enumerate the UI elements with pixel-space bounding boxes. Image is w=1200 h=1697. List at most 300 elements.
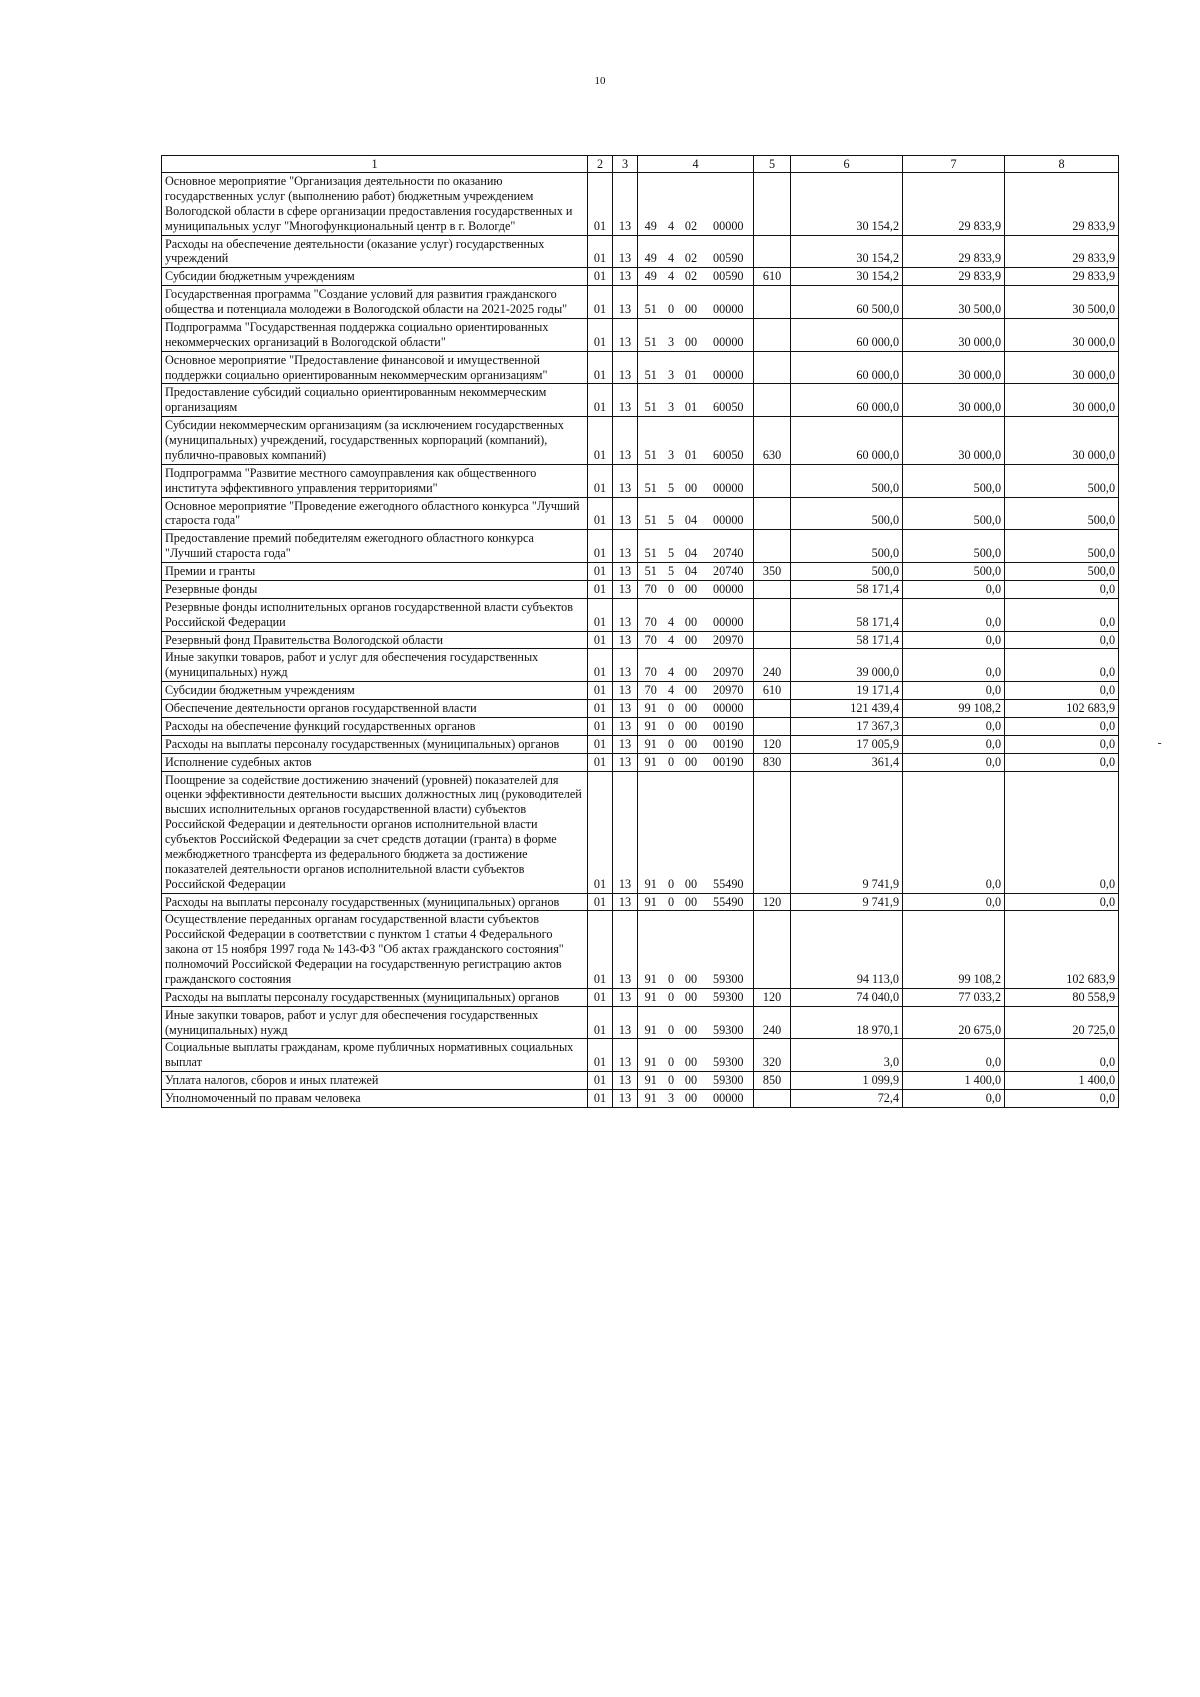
amount-col-8: 30 500,0 bbox=[1005, 286, 1119, 319]
amount-col-8: 30 000,0 bbox=[1005, 417, 1119, 465]
section-code: 01 bbox=[588, 753, 613, 771]
amount-col-7: 0,0 bbox=[903, 580, 1005, 598]
amount-col-8: 29 833,9 bbox=[1005, 235, 1119, 268]
row-name: Поощрение за содействие достижению значений (уровней) показателей для оценки эффективности деятельности высших должностных лиц (руководителей высших исполнительных органов государственной власти) субъектов Российской Федерации и деятельности органов исполнительной власти субъектов Российской Федерации за счет средств дотации (гранта) в форме межбюджетного трансферта из федерального бюджета за достижение показателей деятельности органов исполнительной власти субъектов Российской Федерации bbox=[162, 771, 588, 893]
direction-code: 20970 bbox=[704, 682, 754, 700]
subprogram-code: 3 bbox=[664, 417, 679, 465]
program-code: 91 bbox=[638, 753, 664, 771]
section-code: 01 bbox=[588, 700, 613, 718]
event-code: 04 bbox=[679, 563, 704, 581]
event-code: 01 bbox=[679, 384, 704, 417]
expense-type-code bbox=[754, 173, 791, 236]
amount-col-7: 0,0 bbox=[903, 717, 1005, 735]
program-code: 70 bbox=[638, 649, 664, 682]
subprogram-code: 0 bbox=[664, 988, 679, 1006]
row-name: Обеспечение деятельности органов государственной власти bbox=[162, 700, 588, 718]
section-code: 01 bbox=[588, 735, 613, 753]
direction-code: 00000 bbox=[704, 598, 754, 631]
subprogram-code: 0 bbox=[664, 893, 679, 911]
row-name: Иные закупки товаров, работ и услуг для обеспечения государственных (муниципальных) нужд bbox=[162, 1006, 588, 1039]
expense-type-code bbox=[754, 771, 791, 893]
event-code: 04 bbox=[679, 497, 704, 530]
program-code: 70 bbox=[638, 682, 664, 700]
amount-col-6: 30 154,2 bbox=[791, 268, 903, 286]
expense-type-code bbox=[754, 384, 791, 417]
row-name: Иные закупки товаров, работ и услуг для обеспечения государственных (муниципальных) нужд bbox=[162, 649, 588, 682]
direction-code: 55490 bbox=[704, 893, 754, 911]
amount-col-6: 18 970,1 bbox=[791, 1006, 903, 1039]
header-cell: 2 bbox=[588, 156, 613, 173]
row-name: Расходы на выплаты персоналу государственных (муниципальных) органов bbox=[162, 893, 588, 911]
direction-code: 20970 bbox=[704, 649, 754, 682]
direction-code: 00590 bbox=[704, 235, 754, 268]
table-row bbox=[162, 173, 1119, 236]
subprogram-code: 4 bbox=[664, 598, 679, 631]
direction-code: 00000 bbox=[704, 464, 754, 497]
section-code: 01 bbox=[588, 268, 613, 286]
program-code: 51 bbox=[638, 417, 664, 465]
amount-col-7: 1 400,0 bbox=[903, 1072, 1005, 1090]
direction-code: 59300 bbox=[704, 988, 754, 1006]
amount-col-7: 0,0 bbox=[903, 631, 1005, 649]
table-row bbox=[162, 351, 1119, 384]
subsection-code: 13 bbox=[613, 631, 638, 649]
subprogram-code: 0 bbox=[664, 771, 679, 893]
amount-col-7: 99 108,2 bbox=[903, 700, 1005, 718]
subprogram-code: 3 bbox=[664, 1090, 679, 1108]
amount-col-6: 72,4 bbox=[791, 1090, 903, 1108]
subsection-code: 13 bbox=[613, 717, 638, 735]
amount-col-6: 9 741,9 bbox=[791, 771, 903, 893]
table-row bbox=[162, 464, 1119, 497]
amount-col-8: 29 833,9 bbox=[1005, 173, 1119, 236]
expense-type-code bbox=[754, 717, 791, 735]
row-name: Осуществление переданных органам государственной власти субъектов Российской Федерации в соответствии с пунктом 1 статьи 4 Федерального закона от 15 ноября 1997 года № 143-ФЗ "Об актах гражданского состояния" полномочий Российской Федерации на государственную регистрацию актов гражданского состояния bbox=[162, 911, 588, 988]
expense-type-code: 320 bbox=[754, 1039, 791, 1072]
section-code: 01 bbox=[588, 1006, 613, 1039]
table-row bbox=[162, 268, 1119, 286]
subprogram-code: 5 bbox=[664, 497, 679, 530]
subsection-code: 13 bbox=[613, 235, 638, 268]
program-code: 91 bbox=[638, 717, 664, 735]
amount-col-8: 30 000,0 bbox=[1005, 351, 1119, 384]
amount-col-7: 0,0 bbox=[903, 753, 1005, 771]
amount-col-8: 500,0 bbox=[1005, 530, 1119, 563]
event-code: 00 bbox=[679, 771, 704, 893]
amount-col-7: 30 500,0 bbox=[903, 286, 1005, 319]
direction-code: 59300 bbox=[704, 911, 754, 988]
row-name: Резервные фонды bbox=[162, 580, 588, 598]
header-cell: 3 bbox=[613, 156, 638, 173]
program-code: 51 bbox=[638, 497, 664, 530]
amount-col-7: 77 033,2 bbox=[903, 988, 1005, 1006]
subsection-code: 13 bbox=[613, 1006, 638, 1039]
row-name: Подпрограмма "Государственная поддержка социально ориентированных некоммерческих организаций в Вологодской области" bbox=[162, 318, 588, 351]
expense-type-code: 350 bbox=[754, 563, 791, 581]
section-code: 01 bbox=[588, 598, 613, 631]
program-code: 51 bbox=[638, 318, 664, 351]
table-row bbox=[162, 771, 1119, 893]
section-code: 01 bbox=[588, 649, 613, 682]
event-code: 00 bbox=[679, 649, 704, 682]
row-name: Основное мероприятие "Предоставление финансовой и имущественной поддержки социально ориентированным некоммерческим организациям" bbox=[162, 351, 588, 384]
program-code: 51 bbox=[638, 563, 664, 581]
direction-code: 20740 bbox=[704, 563, 754, 581]
subsection-code: 13 bbox=[613, 893, 638, 911]
expense-type-code bbox=[754, 1090, 791, 1108]
event-code: 00 bbox=[679, 464, 704, 497]
event-code: 02 bbox=[679, 173, 704, 236]
amount-col-6: 3,0 bbox=[791, 1039, 903, 1072]
expense-type-code bbox=[754, 598, 791, 631]
amount-col-6: 74 040,0 bbox=[791, 988, 903, 1006]
row-name: Социальные выплаты гражданам, кроме публичных нормативных социальных выплат bbox=[162, 1039, 588, 1072]
expense-type-code: 610 bbox=[754, 682, 791, 700]
table-row bbox=[162, 1090, 1119, 1108]
direction-code: 55490 bbox=[704, 771, 754, 893]
amount-col-7: 30 000,0 bbox=[903, 384, 1005, 417]
event-code: 02 bbox=[679, 268, 704, 286]
table-row bbox=[162, 717, 1119, 735]
expense-type-code bbox=[754, 911, 791, 988]
subsection-code: 13 bbox=[613, 1072, 638, 1090]
section-code: 01 bbox=[588, 580, 613, 598]
subprogram-code: 4 bbox=[664, 173, 679, 236]
amount-col-6: 17 367,3 bbox=[791, 717, 903, 735]
header-cell: 1 bbox=[162, 156, 588, 173]
table-row bbox=[162, 631, 1119, 649]
amount-col-6: 60 000,0 bbox=[791, 384, 903, 417]
header-row bbox=[162, 156, 1119, 173]
direction-code: 20970 bbox=[704, 631, 754, 649]
direction-code: 59300 bbox=[704, 1006, 754, 1039]
header-cell: 4 bbox=[638, 156, 754, 173]
program-code: 91 bbox=[638, 1006, 664, 1039]
expense-type-code bbox=[754, 235, 791, 268]
direction-code: 00000 bbox=[704, 580, 754, 598]
section-code: 01 bbox=[588, 530, 613, 563]
event-code: 00 bbox=[679, 988, 704, 1006]
subsection-code: 13 bbox=[613, 598, 638, 631]
header-cell: 8 bbox=[1005, 156, 1119, 173]
program-code: 49 bbox=[638, 268, 664, 286]
row-name: Государственная программа "Создание условий для развития гражданского общества и потенциала молодежи в Вологодской области на 2021-2025 годы" bbox=[162, 286, 588, 319]
subsection-code: 13 bbox=[613, 464, 638, 497]
event-code: 00 bbox=[679, 753, 704, 771]
table-row bbox=[162, 563, 1119, 581]
subsection-code: 13 bbox=[613, 1039, 638, 1072]
event-code: 00 bbox=[679, 1090, 704, 1108]
event-code: 01 bbox=[679, 351, 704, 384]
subsection-code: 13 bbox=[613, 563, 638, 581]
row-name: Премии и гранты bbox=[162, 563, 588, 581]
row-name: Исполнение судебных актов bbox=[162, 753, 588, 771]
direction-code: 59300 bbox=[704, 1039, 754, 1072]
table-row bbox=[162, 893, 1119, 911]
table-row bbox=[162, 1072, 1119, 1090]
subsection-code: 13 bbox=[613, 753, 638, 771]
program-code: 51 bbox=[638, 384, 664, 417]
amount-col-6: 94 113,0 bbox=[791, 911, 903, 988]
event-code: 00 bbox=[679, 700, 704, 718]
amount-col-8: 500,0 bbox=[1005, 563, 1119, 581]
amount-col-8: 500,0 bbox=[1005, 464, 1119, 497]
expense-type-code bbox=[754, 286, 791, 319]
amount-col-7: 500,0 bbox=[903, 530, 1005, 563]
subsection-code: 13 bbox=[613, 580, 638, 598]
section-code: 01 bbox=[588, 173, 613, 236]
amount-col-8: 0,0 bbox=[1005, 598, 1119, 631]
subprogram-code: 0 bbox=[664, 753, 679, 771]
subprogram-code: 4 bbox=[664, 631, 679, 649]
direction-code: 00000 bbox=[704, 351, 754, 384]
amount-col-8: 30 000,0 bbox=[1005, 384, 1119, 417]
amount-col-8: 0,0 bbox=[1005, 1090, 1119, 1108]
expense-type-code bbox=[754, 318, 791, 351]
table-row bbox=[162, 580, 1119, 598]
amount-col-6: 500,0 bbox=[791, 464, 903, 497]
event-code: 00 bbox=[679, 580, 704, 598]
section-code: 01 bbox=[588, 563, 613, 581]
section-code: 01 bbox=[588, 235, 613, 268]
amount-col-8: 500,0 bbox=[1005, 497, 1119, 530]
amount-col-7: 0,0 bbox=[903, 1090, 1005, 1108]
amount-col-7: 20 675,0 bbox=[903, 1006, 1005, 1039]
direction-code: 59300 bbox=[704, 1072, 754, 1090]
amount-col-6: 58 171,4 bbox=[791, 598, 903, 631]
subprogram-code: 5 bbox=[664, 563, 679, 581]
amount-col-6: 30 154,2 bbox=[791, 173, 903, 236]
row-name: Расходы на выплаты персоналу государственных (муниципальных) органов bbox=[162, 988, 588, 1006]
subprogram-code: 4 bbox=[664, 235, 679, 268]
amount-col-6: 500,0 bbox=[791, 563, 903, 581]
amount-col-7: 29 833,9 bbox=[903, 173, 1005, 236]
amount-col-7: 0,0 bbox=[903, 771, 1005, 893]
amount-col-6: 1 099,9 bbox=[791, 1072, 903, 1090]
expense-type-code: 610 bbox=[754, 268, 791, 286]
table-row bbox=[162, 649, 1119, 682]
subsection-code: 13 bbox=[613, 649, 638, 682]
amount-col-7: 0,0 bbox=[903, 735, 1005, 753]
event-code: 00 bbox=[679, 893, 704, 911]
table-row bbox=[162, 1039, 1119, 1072]
row-name: Предоставление субсидий социально ориентированным некоммерческим организациям bbox=[162, 384, 588, 417]
subsection-code: 13 bbox=[613, 771, 638, 893]
table-row bbox=[162, 988, 1119, 1006]
table-row bbox=[162, 1006, 1119, 1039]
amount-col-8: 0,0 bbox=[1005, 717, 1119, 735]
event-code: 00 bbox=[679, 318, 704, 351]
amount-col-7: 30 000,0 bbox=[903, 417, 1005, 465]
amount-col-7: 500,0 bbox=[903, 497, 1005, 530]
header-cell: 5 bbox=[754, 156, 791, 173]
program-code: 51 bbox=[638, 530, 664, 563]
expense-type-code: 630 bbox=[754, 417, 791, 465]
expense-type-code: 850 bbox=[754, 1072, 791, 1090]
section-code: 01 bbox=[588, 1039, 613, 1072]
expense-type-code: 830 bbox=[754, 753, 791, 771]
expense-type-code: 120 bbox=[754, 988, 791, 1006]
subsection-code: 13 bbox=[613, 497, 638, 530]
section-code: 01 bbox=[588, 893, 613, 911]
row-name: Уполномоченный по правам человека bbox=[162, 1090, 588, 1108]
subprogram-code: 0 bbox=[664, 735, 679, 753]
program-code: 91 bbox=[638, 1072, 664, 1090]
amount-col-8: 0,0 bbox=[1005, 1039, 1119, 1072]
table-row bbox=[162, 384, 1119, 417]
expense-type-code: 240 bbox=[754, 649, 791, 682]
event-code: 00 bbox=[679, 1072, 704, 1090]
subprogram-code: 3 bbox=[664, 351, 679, 384]
amount-col-7: 500,0 bbox=[903, 563, 1005, 581]
amount-col-7: 99 108,2 bbox=[903, 911, 1005, 988]
subprogram-code: 5 bbox=[664, 530, 679, 563]
direction-code: 60050 bbox=[704, 417, 754, 465]
section-code: 01 bbox=[588, 384, 613, 417]
table-row bbox=[162, 911, 1119, 988]
subprogram-code: 4 bbox=[664, 649, 679, 682]
amount-col-7: 0,0 bbox=[903, 649, 1005, 682]
direction-code: 00590 bbox=[704, 268, 754, 286]
subsection-code: 13 bbox=[613, 384, 638, 417]
direction-code: 00190 bbox=[704, 717, 754, 735]
program-code: 49 bbox=[638, 235, 664, 268]
amount-col-6: 121 439,4 bbox=[791, 700, 903, 718]
program-code: 91 bbox=[638, 1090, 664, 1108]
row-name: Субсидии некоммерческим организациям (за исключением государственных (муниципальных) учреждений, государственных корпораций (компаний), публично-правовых компаний) bbox=[162, 417, 588, 465]
expense-type-code bbox=[754, 497, 791, 530]
event-code: 00 bbox=[679, 598, 704, 631]
expense-type-code: 240 bbox=[754, 1006, 791, 1039]
program-code: 91 bbox=[638, 893, 664, 911]
amount-col-7: 0,0 bbox=[903, 1039, 1005, 1072]
amount-col-7: 30 000,0 bbox=[903, 318, 1005, 351]
event-code: 00 bbox=[679, 735, 704, 753]
direction-code: 00000 bbox=[704, 173, 754, 236]
subsection-code: 13 bbox=[613, 286, 638, 319]
subsection-code: 13 bbox=[613, 417, 638, 465]
row-name: Уплата налогов, сборов и иных платежей bbox=[162, 1072, 588, 1090]
event-code: 00 bbox=[679, 911, 704, 988]
amount-col-8: 0,0 bbox=[1005, 771, 1119, 893]
amount-col-8: 0,0 bbox=[1005, 753, 1119, 771]
event-code: 00 bbox=[679, 286, 704, 319]
amount-col-6: 30 154,2 bbox=[791, 235, 903, 268]
amount-col-6: 60 500,0 bbox=[791, 286, 903, 319]
amount-col-8: 0,0 bbox=[1005, 631, 1119, 649]
amount-col-7: 500,0 bbox=[903, 464, 1005, 497]
header-cell: 7 bbox=[903, 156, 1005, 173]
event-code: 04 bbox=[679, 530, 704, 563]
subprogram-code: 5 bbox=[664, 464, 679, 497]
program-code: 70 bbox=[638, 598, 664, 631]
table-row bbox=[162, 318, 1119, 351]
table-row bbox=[162, 235, 1119, 268]
subprogram-code: 0 bbox=[664, 580, 679, 598]
table-row bbox=[162, 530, 1119, 563]
amount-col-8: 0,0 bbox=[1005, 580, 1119, 598]
row-name: Субсидии бюджетным учреждениям bbox=[162, 268, 588, 286]
expense-type-code bbox=[754, 700, 791, 718]
section-code: 01 bbox=[588, 1072, 613, 1090]
amount-col-6: 60 000,0 bbox=[791, 417, 903, 465]
direction-code: 60050 bbox=[704, 384, 754, 417]
table-row bbox=[162, 497, 1119, 530]
row-name: Основное мероприятие "Проведение ежегодного областного конкурса "Лучший староста года" bbox=[162, 497, 588, 530]
direction-code: 00000 bbox=[704, 497, 754, 530]
amount-col-6: 19 171,4 bbox=[791, 682, 903, 700]
section-code: 01 bbox=[588, 717, 613, 735]
subsection-code: 13 bbox=[613, 700, 638, 718]
expense-type-code bbox=[754, 351, 791, 384]
table-row bbox=[162, 753, 1119, 771]
table-row bbox=[162, 417, 1119, 465]
program-code: 91 bbox=[638, 735, 664, 753]
page-number: 10 bbox=[594, 75, 606, 87]
amount-col-6: 39 000,0 bbox=[791, 649, 903, 682]
margin-dash: - bbox=[1156, 736, 1164, 750]
subsection-code: 13 bbox=[613, 351, 638, 384]
amount-col-6: 9 741,9 bbox=[791, 893, 903, 911]
subprogram-code: 0 bbox=[664, 286, 679, 319]
event-code: 00 bbox=[679, 631, 704, 649]
amount-col-6: 500,0 bbox=[791, 497, 903, 530]
section-code: 01 bbox=[588, 988, 613, 1006]
subsection-code: 13 bbox=[613, 911, 638, 988]
direction-code: 00000 bbox=[704, 1090, 754, 1108]
amount-col-8: 29 833,9 bbox=[1005, 268, 1119, 286]
section-code: 01 bbox=[588, 771, 613, 893]
row-name: Резервный фонд Правительства Вологодской области bbox=[162, 631, 588, 649]
subprogram-code: 0 bbox=[664, 1072, 679, 1090]
subprogram-code: 0 bbox=[664, 700, 679, 718]
event-code: 00 bbox=[679, 682, 704, 700]
table-row bbox=[162, 682, 1119, 700]
amount-col-8: 0,0 bbox=[1005, 649, 1119, 682]
amount-col-6: 58 171,4 bbox=[791, 631, 903, 649]
section-code: 01 bbox=[588, 318, 613, 351]
amount-col-7: 0,0 bbox=[903, 893, 1005, 911]
amount-col-6: 58 171,4 bbox=[791, 580, 903, 598]
expense-type-code bbox=[754, 464, 791, 497]
table-row bbox=[162, 286, 1119, 319]
amount-col-7: 30 000,0 bbox=[903, 351, 1005, 384]
amount-col-7: 29 833,9 bbox=[903, 268, 1005, 286]
table-row bbox=[162, 700, 1119, 718]
section-code: 01 bbox=[588, 631, 613, 649]
expense-type-code bbox=[754, 530, 791, 563]
budget-table bbox=[161, 155, 1119, 1108]
subprogram-code: 0 bbox=[664, 911, 679, 988]
amount-col-7: 0,0 bbox=[903, 598, 1005, 631]
header-cell: 6 bbox=[791, 156, 903, 173]
row-name: Основное мероприятие "Организация деятельности по оказанию государственных услуг (выполнению работ) бюджетным учреждением Вологодской области в сфере организации предоставления государственных и муниципальных услуг "Многофункциональный центр в г. Вологде" bbox=[162, 173, 588, 236]
row-name: Субсидии бюджетным учреждениям bbox=[162, 682, 588, 700]
event-code: 01 bbox=[679, 417, 704, 465]
table-row bbox=[162, 598, 1119, 631]
program-code: 91 bbox=[638, 988, 664, 1006]
row-name: Расходы на обеспечение деятельности (оказание услуг) государственных учреждений bbox=[162, 235, 588, 268]
subsection-code: 13 bbox=[613, 682, 638, 700]
amount-col-8: 0,0 bbox=[1005, 735, 1119, 753]
direction-code: 00190 bbox=[704, 735, 754, 753]
amount-col-8: 30 000,0 bbox=[1005, 318, 1119, 351]
section-code: 01 bbox=[588, 417, 613, 465]
subsection-code: 13 bbox=[613, 988, 638, 1006]
program-code: 91 bbox=[638, 700, 664, 718]
section-code: 01 bbox=[588, 1090, 613, 1108]
program-code: 91 bbox=[638, 911, 664, 988]
